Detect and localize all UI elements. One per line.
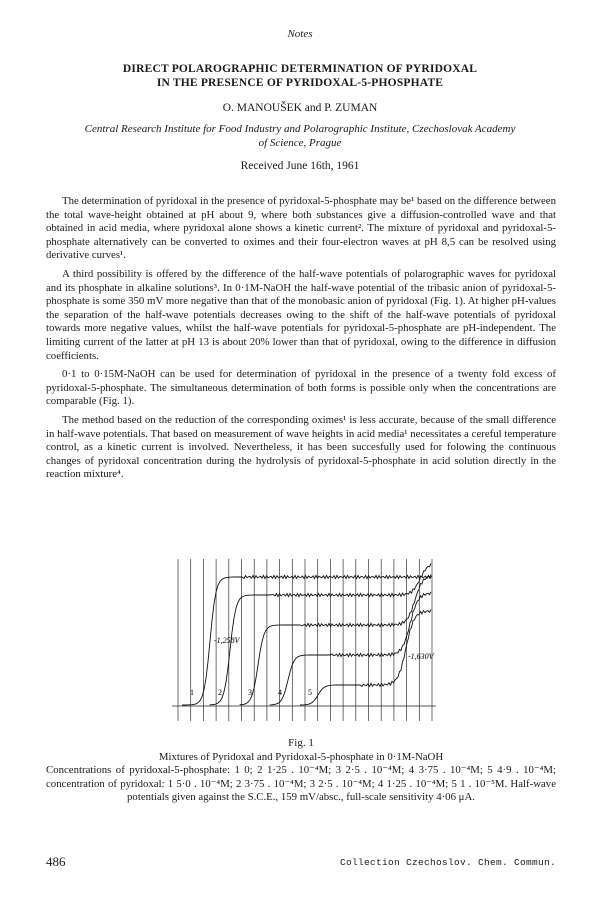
article-body — [46, 195, 556, 487]
page-footer — [46, 854, 556, 874]
figure-label: Fig. 1 — [288, 737, 314, 749]
authors: O. MANOUŠEK and P. ZUMAN — [222, 102, 378, 114]
polarogram-figure — [170, 555, 440, 725]
page-number: 486 — [46, 854, 66, 869]
article-title — [60, 62, 540, 90]
title-line: DIRECT POLAROGRAPHIC DETERMINATION OF PYRIDOXAL — [122, 63, 478, 75]
polarogram-svg — [170, 555, 440, 725]
running-head: Notes — [287, 28, 313, 40]
paragraph: The determination of pyridoxal in the presence of pyridoxal-5-phosphate may be¹ based on the difference between the total wave-height obtained at pH about 9, where both substances give a diffusion-controlled wave and that obtained in acid media, where pyridoxal alone shows a kinetic current². The mixture of pyridoxal and pyridoxal-5-phosphate alternatively can be converted to oximes and their four-electron waves at pH 8,5 can be resolved using derivative curves¹. — [46, 195, 556, 262]
curve-labels — [190, 688, 312, 697]
received-date: Received June 16th, 1961 — [240, 160, 360, 172]
paragraph: The method based on the reduction of the corresponding oximes¹ is less accurate, because of the small difference in half-wave potentials. That based on measurement of wave heights in acid media¹ necessitates a cereful temperature control, as a kinetic current is involved. Nevertheless, it has been succesfully used for folowing the continuous changes of pyridoxal concentration during the hydrolysis of pyridoxal-5-phosphate in acid solution directly in the reaction mixture⁴. — [46, 413, 556, 481]
paragraph: A third possibility is offered by the difference of the half-wave potentials of polarographic waves for pyridoxal and its phosphate in alkaline solutions³. In 0·1M-NaOH the half-wave potential of the tribasic anion of pyridoxal-5-phosphate is some 350 mV more negative than that of the monobasic anion of pyridoxal (Fig. 1). At higher pH-values the separation of the half-wave potentials decreases owing to the shift of the half-wave potentials of pyridoxal towards more negative values, whilst the half-wave potentials for pyridoxal-5-phosphate are pH-independent. The limiting current of the latter at pH 13 is about 20% lower than that of pyridoxal, owing to the difference in diffusion coefficients. — [46, 267, 556, 362]
figure-legend: Concentrations of pyridoxal-5-phosphate: 1 0; 2 1·25 . 10⁻⁴M; 3 2·5 . 10⁻⁴M; 4 3·75 . 10⁻⁴M; 5 4·9 . 10⁻⁴M; concentration of pyridoxal: 1 5·0 . 10⁻⁴M; 2 3·75 . 10⁻⁴M; 3 2·5 . 10⁻⁴M; 4 1·25 . 10⁻⁴M; 5 1 . 10⁻⁵M. Half-wave potentials given against the S.C.E., 159 mV/absc., full-scale sensitivity 4·06 μA. — [46, 764, 556, 804]
affiliation-line: Central Research Institute for Food Industry and Polarographic Institute, Czechoslovak Academy — [84, 123, 516, 135]
half-wave-annotation: -1,630V — [408, 652, 434, 661]
curve-label: 2 — [218, 688, 222, 697]
title-line: IN THE PRESENCE OF PYRIDOXAL-5-PHOSPHATE — [156, 77, 444, 89]
polarographic-curve — [210, 563, 431, 705]
paragraph: 0·1 to 0·15M-NaOH can be used for determination of pyridoxal in the presence of a twenty fold excess of pyridoxal-5-phosphate. The simultaneous determination of both forms is possible only when the concentrations are comparable (Fig. 1). — [46, 368, 556, 408]
curve-label: 4 — [278, 688, 282, 697]
half-wave-annotation: -1,258V — [214, 636, 240, 645]
curve-label: 5 — [308, 688, 312, 697]
affiliation — [40, 122, 560, 150]
affiliation-line: of Science, Prague — [258, 137, 342, 149]
curve-label: 3 — [248, 688, 252, 697]
journal-name: Collection Czechoslov. Chem. Commun. — [339, 857, 556, 868]
curve-label: 1 — [190, 688, 194, 697]
figure-caption — [46, 737, 556, 805]
figure-title: Mixtures of Pyridoxal and Pyridoxal-5-phosphate in 0·1M-NaOH — [158, 750, 444, 763]
